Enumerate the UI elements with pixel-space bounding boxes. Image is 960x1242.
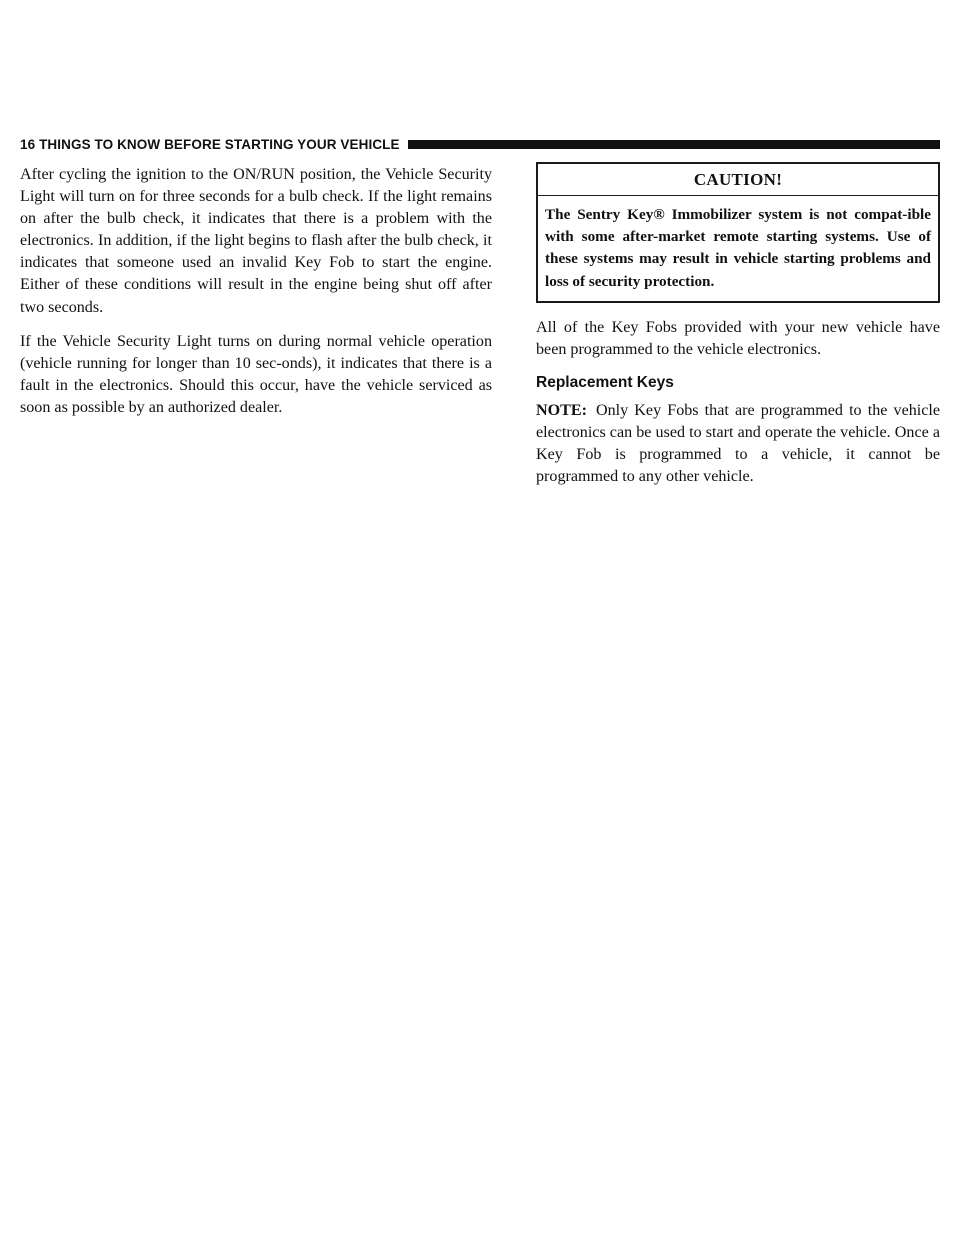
- note-label: NOTE:: [536, 402, 587, 419]
- caution-title: CAUTION!: [538, 164, 938, 196]
- left-column: [20, 164, 492, 431]
- caution-box: [536, 162, 940, 303]
- subheading-replacement-keys: Replacement Keys: [536, 374, 674, 391]
- right-column: [536, 164, 940, 500]
- page-header-title: 16 THINGS TO KNOW BEFORE STARTING YOUR VEHICLE: [20, 136, 400, 152]
- paragraph-security-light-fault: If the Vehicle Security Light turns on during normal vehicle operation (vehicle running for longer than 10 sec-onds), it indicates that there is a fault in the electronics. Should this occur, have the vehicle serviced as soon as possible by an authorized dealer.: [20, 332, 492, 416]
- paragraph-security-light-bulb-check: After cycling the ignition to the ON/RUN position, the Vehicle Security Light will turn on for three seconds for a bulb check. If the light remains on after the bulb check, it indicates that there is a problem with the electronics. In addition, if the light begins to flash after the bulb check, it indicates that someone used an invalid Key Fob to start the engine. Either of these conditions will result in the engine being shut off after two seconds.: [20, 166, 492, 316]
- note-text: Only Key Fobs that are programmed to the vehicle electronics can be used to start and operate the vehicle. Once a Key Fob is programmed to a vehicle, it cannot be programmed to any other vehicle.: [536, 402, 940, 486]
- page-header: [20, 135, 940, 153]
- caution-body: The Sentry Key® Immobilizer system is not compat-ible with some after-market remote starting systems. Use of these systems may result in vehicle starting problems and loss of security protection.: [545, 206, 931, 290]
- paragraph-key-fobs-programmed: All of the Key Fobs provided with your new vehicle have been programmed to the vehicle electronics.: [536, 318, 940, 358]
- note-paragraph: [536, 400, 940, 488]
- header-rule: [408, 140, 940, 149]
